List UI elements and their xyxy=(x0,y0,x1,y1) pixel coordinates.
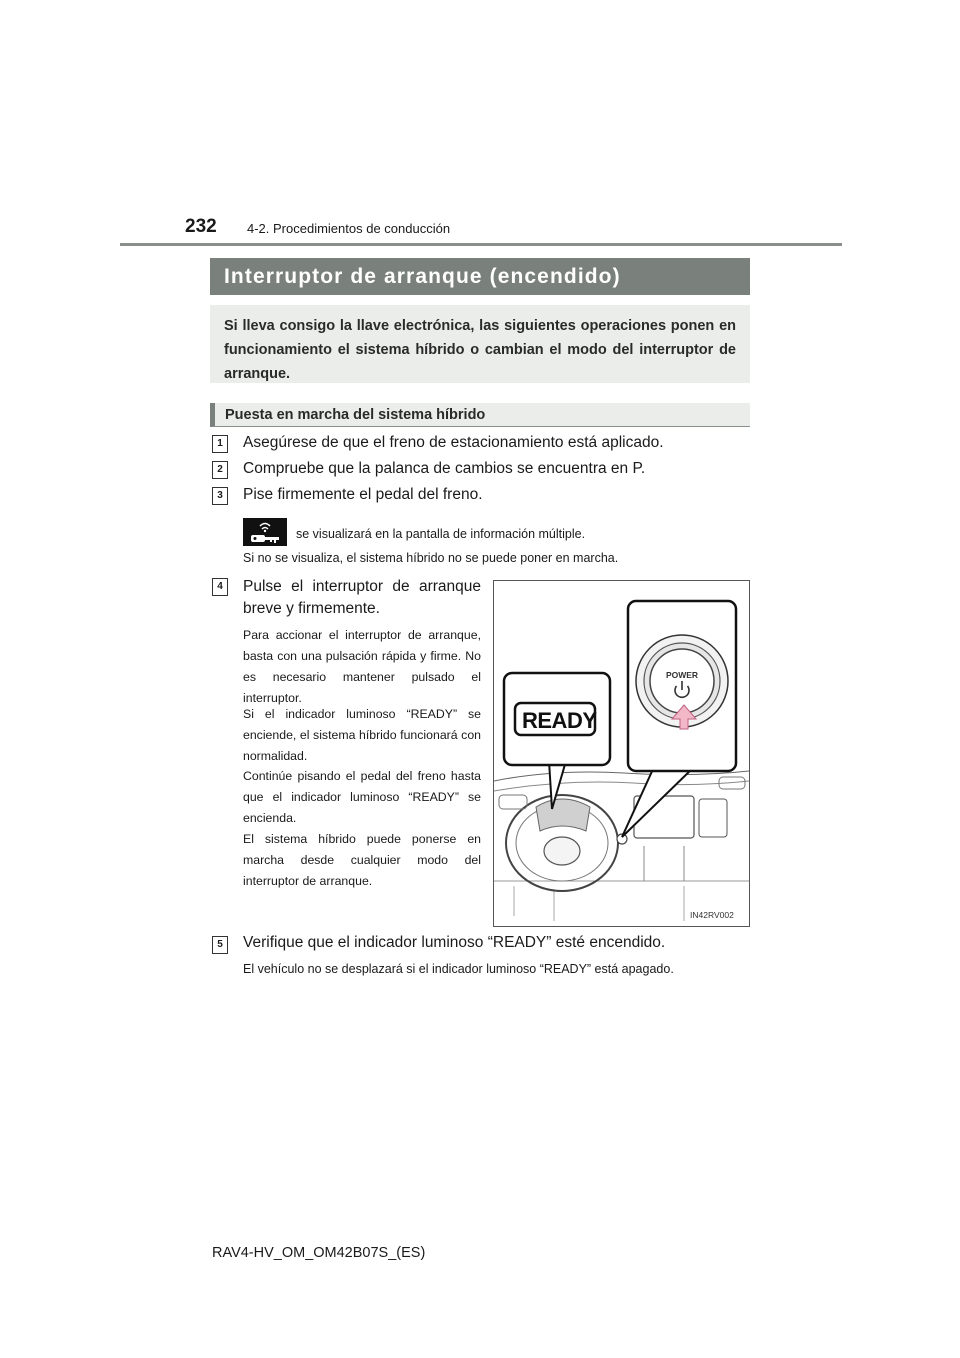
step-number: 5 xyxy=(212,936,228,954)
step-number: 4 xyxy=(212,578,228,596)
power-label: POWER xyxy=(665,670,699,680)
note: Continúe pisando el pedal del freno hasta que el indicador luminoso “READY” se encienda. xyxy=(243,769,481,825)
note: Si el indicador luminoso “READY” se enciende, el sistema híbrido funcionará con normalidad. xyxy=(243,707,481,763)
start-switch-illustration xyxy=(493,580,750,927)
page-title: Interruptor de arranque (encendido) xyxy=(210,258,750,295)
note: Si no se visualiza, el sistema híbrido no se puede poner en marcha. xyxy=(243,551,619,565)
section-reference: 4-2. Procedimientos de conducción xyxy=(247,221,451,236)
step-text: Asegúrese de que el freno de estacionamiento está aplicado. xyxy=(243,434,664,451)
note: El sistema híbrido puede ponerse en marcha desde cualquier modo del interruptor de arranque. xyxy=(243,832,481,888)
ready-label: READY xyxy=(522,708,597,733)
intro-text: Si lleva consigo la llave electrónica, las siguientes operaciones ponen en funcionamiento el sistema híbrido o cambian el modo del interruptor de arranque. xyxy=(224,318,736,382)
subheading: Puesta en marcha del sistema híbrido xyxy=(210,403,750,427)
page-number: 232 xyxy=(185,216,217,237)
step-text: Compruebe que la palanca de cambios se encuentra en P. xyxy=(243,460,646,477)
step-number: 3 xyxy=(212,487,228,505)
step-text: Pise firmemente el pedal del freno. xyxy=(243,486,483,503)
figure-code: IN42RV002 xyxy=(690,910,734,920)
header-rule xyxy=(120,243,842,246)
footer-code: RAV4-HV_OM_OM42B07S_(ES) xyxy=(212,1245,426,1261)
note: Para accionar el interruptor de arranque, basta con una pulsación rápida y firme. No es necesario mantener pulsado el interruptor. xyxy=(243,628,481,705)
step-number: 1 xyxy=(212,435,228,453)
step-text: Verifique que el indicador luminoso “READY” esté encendido. xyxy=(243,934,666,951)
step-number: 2 xyxy=(212,461,228,479)
icon-note: se visualizará en la pantalla de información múltiple. xyxy=(296,527,586,541)
step-text: Pulse el interruptor de arranque breve y firmemente. xyxy=(243,578,481,617)
intro-box xyxy=(210,305,750,383)
note: El vehículo no se desplazará si el indicador luminoso “READY” está apagado. xyxy=(243,962,674,976)
smart-key-indicator-icon xyxy=(243,518,287,546)
